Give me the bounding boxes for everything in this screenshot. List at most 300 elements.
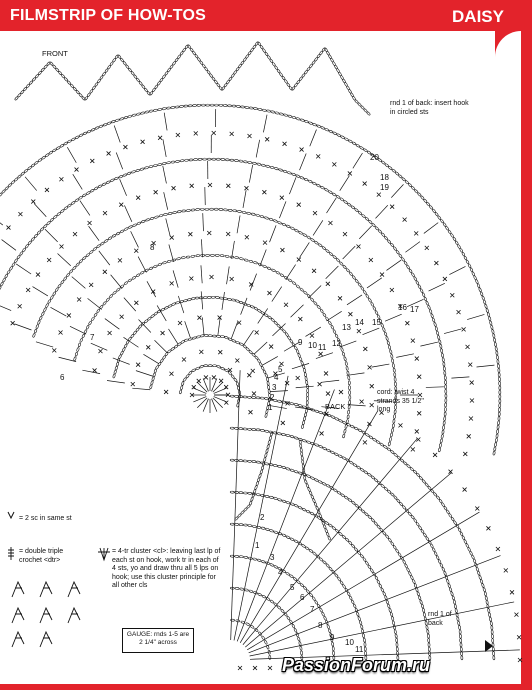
front-stitch-row (280, 196, 284, 200)
front-stitch-row (405, 321, 409, 325)
front-chain-row (249, 260, 253, 263)
back-web-ring (315, 443, 319, 446)
front-chain-row (67, 204, 71, 208)
front-chain-row (52, 148, 56, 152)
front-petal-stitches (185, 321, 191, 338)
front-stitch-row (411, 339, 415, 343)
front-petal-stitches (222, 292, 225, 310)
front-chain-row (181, 256, 185, 259)
back-edge-stitches (463, 488, 467, 492)
front-chain-row (191, 255, 195, 258)
front-chain-row (258, 108, 262, 111)
back-web-ring (319, 557, 323, 561)
front-chain-row (46, 221, 50, 225)
front-chain-row (348, 386, 350, 390)
front-chain-row (432, 209, 436, 213)
back-web-ring (460, 532, 464, 536)
front-chain-row (394, 377, 396, 381)
front-chain-row (215, 296, 219, 299)
back-web-ring (230, 395, 234, 397)
front-chain-row (304, 120, 308, 123)
front-stitch-row (131, 382, 135, 386)
front-stitch-row (348, 312, 352, 316)
back-web-ring (462, 535, 466, 539)
front-chain-row (385, 163, 389, 167)
front-chain-row (304, 413, 307, 417)
front-chain-row (243, 161, 247, 164)
front-petal-stitches (429, 283, 445, 291)
front-petal-stitches (308, 286, 321, 299)
front-stitch-row (319, 352, 323, 356)
back-web-ring (346, 423, 350, 427)
back-web-ring (309, 549, 313, 553)
front-stitch-row (136, 363, 140, 367)
front-chain-row (483, 300, 486, 304)
back-web-ring (481, 583, 484, 587)
back-web-ring (248, 460, 252, 462)
front-chain-row (145, 111, 149, 114)
front-chain-row (498, 377, 500, 381)
front-chain-row (188, 105, 192, 107)
front-chain-row (387, 239, 391, 243)
back-web-ring (395, 549, 399, 553)
front-chain-row (347, 203, 351, 207)
back-web-ring (360, 554, 364, 558)
front-chain-row (231, 299, 235, 302)
front-petal-stitches (250, 274, 256, 291)
front-chain-row (257, 163, 261, 166)
back-web-ring (358, 429, 362, 433)
front-chain-row (63, 276, 67, 280)
front-petal-stitches (347, 295, 362, 305)
front-chain-row (361, 214, 365, 218)
front-chain-row (344, 357, 347, 361)
cluster-symbol (98, 548, 110, 560)
back-web-ring (322, 447, 326, 451)
front-chain-row (303, 233, 307, 237)
front-chain-row (149, 385, 152, 389)
front-petal-stitches (202, 317, 204, 335)
front-stitch-row (300, 148, 304, 152)
back-web-ring (248, 557, 252, 560)
front-chain-row (475, 279, 478, 283)
back-web-ring (406, 568, 410, 572)
front-chain-row (477, 283, 480, 287)
back-web-ring (239, 460, 243, 462)
cord-line (268, 440, 271, 444)
back-web-ring (391, 617, 394, 621)
back-web-ring (281, 401, 285, 404)
front-chain-row (422, 293, 425, 297)
front-stitch-row (176, 133, 180, 137)
front-round-number: 20 (370, 153, 379, 162)
back-web-ring (322, 560, 326, 564)
front-chain-row (137, 222, 141, 225)
front-chain-row (186, 209, 190, 211)
front-chain-row (496, 355, 498, 359)
front-chain-row (340, 135, 344, 139)
front-chain-row (274, 167, 278, 170)
front-chain-row (312, 182, 316, 186)
legend-step-figure (12, 632, 24, 647)
watermark: PassionForum.ru (282, 655, 431, 675)
front-chain-row (210, 254, 214, 256)
legend-step-figure (40, 582, 52, 597)
front-petal-stitches (339, 341, 356, 347)
cord-line (264, 453, 267, 457)
back-web-ring (353, 463, 357, 467)
front-chain-row (163, 213, 167, 216)
front-chain-row (404, 261, 408, 265)
front-chain-row (201, 104, 205, 106)
front-stitch-row (218, 316, 222, 320)
front-chain-row (466, 260, 470, 264)
back-web-ring (305, 546, 309, 550)
front-chain-row (342, 352, 345, 356)
front-petal-stitches (286, 265, 296, 280)
front-petal-stitches (73, 174, 83, 189)
front-chain-row (435, 212, 439, 216)
back-web-ring (484, 592, 487, 596)
back-web-ring (248, 524, 252, 527)
front-chain-row (64, 206, 68, 210)
front-chain-row (228, 105, 232, 107)
front-stitch-row (47, 258, 51, 262)
front-chain-row (57, 212, 61, 216)
back-web-ring (450, 592, 453, 596)
front-chain-row (116, 232, 120, 236)
front-chain-row (140, 271, 144, 275)
back-web-ring (256, 397, 260, 399)
front-petal-stitches (169, 245, 174, 262)
legend-sc2: = 2 sc in same st (19, 515, 72, 522)
front-chain-row (172, 259, 176, 262)
front-chain-row (114, 177, 118, 180)
front-chain-row (303, 291, 307, 295)
back-web-ring (469, 551, 473, 555)
front-stitch-row (377, 193, 381, 197)
front-chain-row (225, 255, 229, 258)
front-chain-row (429, 309, 432, 313)
front-chain-row (381, 323, 384, 327)
front-chain-row (280, 273, 284, 277)
front-stitch-row (118, 258, 122, 262)
back-web-ring (381, 588, 385, 592)
front-chain-row (162, 107, 166, 110)
back-web-ring (421, 529, 425, 533)
front-chain-row (116, 288, 120, 292)
back-web-ring (349, 461, 353, 465)
front-chain-row (206, 254, 210, 256)
back-web-ring (230, 491, 234, 493)
back-web-ring (491, 634, 493, 638)
front-chain-row (166, 161, 170, 164)
back-web-ring (390, 541, 394, 545)
front-chain-row (276, 271, 280, 275)
front-petal-stitches (343, 246, 356, 259)
front-petal-stitches (241, 298, 247, 315)
back-round-number: 6 (300, 593, 305, 602)
front-chain-row (464, 256, 468, 260)
back-web-ring (298, 438, 302, 441)
back-web-ring (347, 592, 351, 596)
back-web-ring (239, 492, 243, 494)
front-chain-row (69, 269, 73, 273)
back-web-ring (487, 609, 490, 613)
front-chain-row (25, 244, 29, 248)
cord-line (261, 466, 264, 470)
front-chain-row (152, 377, 155, 381)
back-edge-stitches (475, 506, 479, 510)
front-chain-row (437, 335, 440, 339)
back-web-ring (335, 417, 339, 421)
front-chain-row (158, 263, 162, 266)
front-petal-stitches (391, 184, 403, 197)
front-chain-row (390, 243, 394, 247)
front-chain-row (445, 389, 447, 393)
back-web-ring (264, 397, 268, 400)
front-stitch-row (6, 226, 10, 230)
front-chain-row (333, 255, 337, 259)
front-petal-stitches (300, 153, 307, 170)
front-chain-row (499, 403, 501, 407)
back-web-ring (443, 571, 446, 575)
front-petal-stitches (99, 251, 110, 265)
front-chain-row (336, 195, 340, 199)
front-chain-row (480, 292, 483, 296)
front-round-number: 7 (90, 333, 95, 342)
front-chain-row (494, 342, 497, 346)
front-chain-row (462, 252, 466, 256)
front-chain-row (445, 394, 447, 398)
front-chain-row (184, 159, 188, 161)
back-web-ring (282, 466, 286, 469)
front-chain-row (324, 188, 328, 192)
front-petal-stitches (340, 176, 350, 191)
cord-line (302, 464, 304, 468)
front-petal-stitches (279, 201, 286, 218)
front-chain-row (43, 307, 47, 311)
back-web-ring (306, 510, 310, 514)
front-chain-row (304, 178, 308, 181)
cord-line (258, 474, 261, 478)
front-chain-row (440, 219, 444, 223)
front-chain-row (381, 233, 385, 237)
front-chain-row (347, 415, 349, 419)
front-chain-row (196, 335, 200, 338)
front-chain-row (175, 106, 179, 108)
front-petal-stitches (326, 311, 341, 321)
front-chain-row (499, 399, 501, 403)
front-chain-row (307, 389, 309, 393)
front-chain-row (210, 208, 214, 210)
front-chain-row (36, 324, 39, 328)
front-chain-row (478, 288, 481, 292)
cord-line (253, 489, 256, 493)
front-chain-row (448, 230, 452, 234)
front-chain-row (445, 403, 447, 407)
front-round-number: 5 (278, 365, 283, 374)
front-stitch-row (226, 184, 230, 188)
front-chain-row (493, 451, 496, 455)
front-chain-row (249, 107, 253, 109)
front-petal-stitches (363, 328, 380, 335)
front-chain-row (384, 332, 387, 336)
front-chain-row (270, 166, 274, 169)
back-web-ring (318, 445, 322, 449)
front-chain-row (301, 424, 304, 428)
cord-line (301, 456, 303, 460)
back-web-ring (261, 527, 265, 530)
front-chain-row (136, 273, 140, 277)
front-chain-row (136, 113, 140, 116)
front-chain-row (175, 301, 179, 304)
front-chain-row (94, 313, 98, 317)
back-web-ring (421, 604, 424, 608)
back-web-ring (294, 436, 298, 439)
back-web-ring (477, 571, 480, 575)
front-chain-row (212, 335, 216, 337)
back-web-ring (483, 587, 486, 591)
front-stitch-row (136, 196, 140, 200)
front-stitch-row (269, 345, 273, 349)
front-chain-row (381, 161, 385, 165)
back-web-ring (310, 476, 314, 480)
front-round-number: 19 (380, 183, 389, 192)
front-chain-row (171, 106, 175, 108)
back-web-ring (348, 498, 352, 502)
front-chain-row (344, 137, 348, 141)
back-web-ring (326, 449, 330, 453)
front-chain-row (418, 284, 422, 288)
back-web-ring (252, 428, 256, 430)
back-round-number: 5 (290, 583, 295, 592)
back-web-ring (393, 625, 396, 629)
front-chain-row (128, 115, 132, 118)
dtr-symbol (8, 547, 14, 560)
front-petal-stitches (111, 275, 122, 289)
front-stitch-row (218, 350, 222, 354)
front-petal-stitches (270, 225, 277, 242)
front-chain-row (255, 214, 259, 217)
front-stitch-row (262, 190, 266, 194)
back-web-ring (243, 428, 247, 430)
rnd1-label: rnd 1 of back (428, 611, 452, 627)
front-stitch-row (298, 317, 302, 321)
back-edge-stitches (360, 400, 364, 404)
next-page-arrow[interactable] (485, 640, 493, 652)
front-chain-row (149, 267, 153, 270)
back-web-ring (460, 643, 462, 647)
cord-note: cord: twist 4 strands 35 1/2" long (377, 389, 424, 413)
front-chain-row (472, 271, 475, 275)
front-chain-row (192, 337, 196, 340)
front-petal-stitches (396, 354, 414, 358)
front-chain-row (262, 109, 266, 112)
front-petal-stitches (50, 307, 66, 316)
front-petal-stitches (289, 177, 296, 194)
back-web-ring (314, 600, 318, 604)
front-stitch-row (146, 345, 150, 349)
front-petal-stitches (424, 223, 438, 234)
front-round-number: 10 (308, 341, 317, 350)
front-chain-row (484, 304, 487, 308)
front-chain-row (234, 159, 238, 161)
front-chain-row (199, 365, 203, 368)
front-chain-row (205, 208, 209, 210)
front-chain-row (153, 265, 157, 268)
back-web-ring (342, 584, 346, 588)
front-chain-row (225, 159, 229, 161)
front-chain-row (175, 160, 179, 163)
front-chain-row (223, 209, 227, 211)
front-chain-row (106, 180, 110, 184)
front-chain-row (443, 222, 447, 226)
front-chain-row (86, 253, 90, 257)
back-web-ring (344, 496, 348, 500)
back-web-ring (247, 428, 251, 430)
front-chain-row (236, 105, 240, 107)
front-chain-row (335, 334, 339, 338)
front-chain-row (497, 364, 499, 368)
back-web-ring (422, 608, 425, 612)
front-stitch-row (244, 186, 248, 190)
front-chain-row (392, 424, 394, 428)
front-chain-row (75, 135, 79, 139)
back-web-ring (425, 536, 429, 540)
front-chain-row (298, 231, 302, 235)
front-chain-row (312, 123, 316, 126)
front-petal-stitches (449, 266, 465, 274)
back-web-ring (432, 548, 436, 552)
front-petal-stitches (169, 329, 179, 344)
cord-line (304, 476, 306, 480)
front-petal-stitches (163, 166, 167, 184)
front-stitch-row (247, 373, 251, 377)
front-stitch-row (208, 183, 212, 187)
front-chain-row (497, 360, 499, 364)
back-web-ring (485, 596, 488, 600)
back-web-ring (363, 557, 367, 561)
front-stitch-row (170, 236, 174, 240)
front-chain-row (271, 269, 275, 272)
back-web-ring (351, 600, 355, 604)
front-chain-row (384, 236, 388, 240)
front-petal-stitches (33, 287, 48, 296)
front-chain-row (425, 301, 428, 305)
front-chain-row (233, 378, 237, 382)
front-stitch-row (120, 315, 124, 319)
front-petal-stitches (2, 240, 16, 251)
back-web-ring (458, 528, 462, 532)
back-web-ring (302, 439, 306, 442)
front-chain-row (329, 130, 333, 133)
back-web-ring (294, 539, 298, 543)
front-chain-row (168, 212, 172, 215)
front-petal-stitches (163, 139, 166, 157)
front-chain-row (245, 106, 249, 108)
front-round-number: 12 (332, 339, 341, 348)
front-chain-row (493, 338, 496, 342)
back-edge-stitches (251, 369, 255, 373)
back-web-ring (328, 567, 332, 571)
front-petal-stitches (272, 287, 282, 302)
front-petal-stitches (262, 356, 278, 365)
back-web-ring (363, 638, 366, 642)
front-chain-row (363, 290, 367, 294)
back-web-ring (418, 596, 421, 600)
back-web-ring (294, 628, 298, 632)
